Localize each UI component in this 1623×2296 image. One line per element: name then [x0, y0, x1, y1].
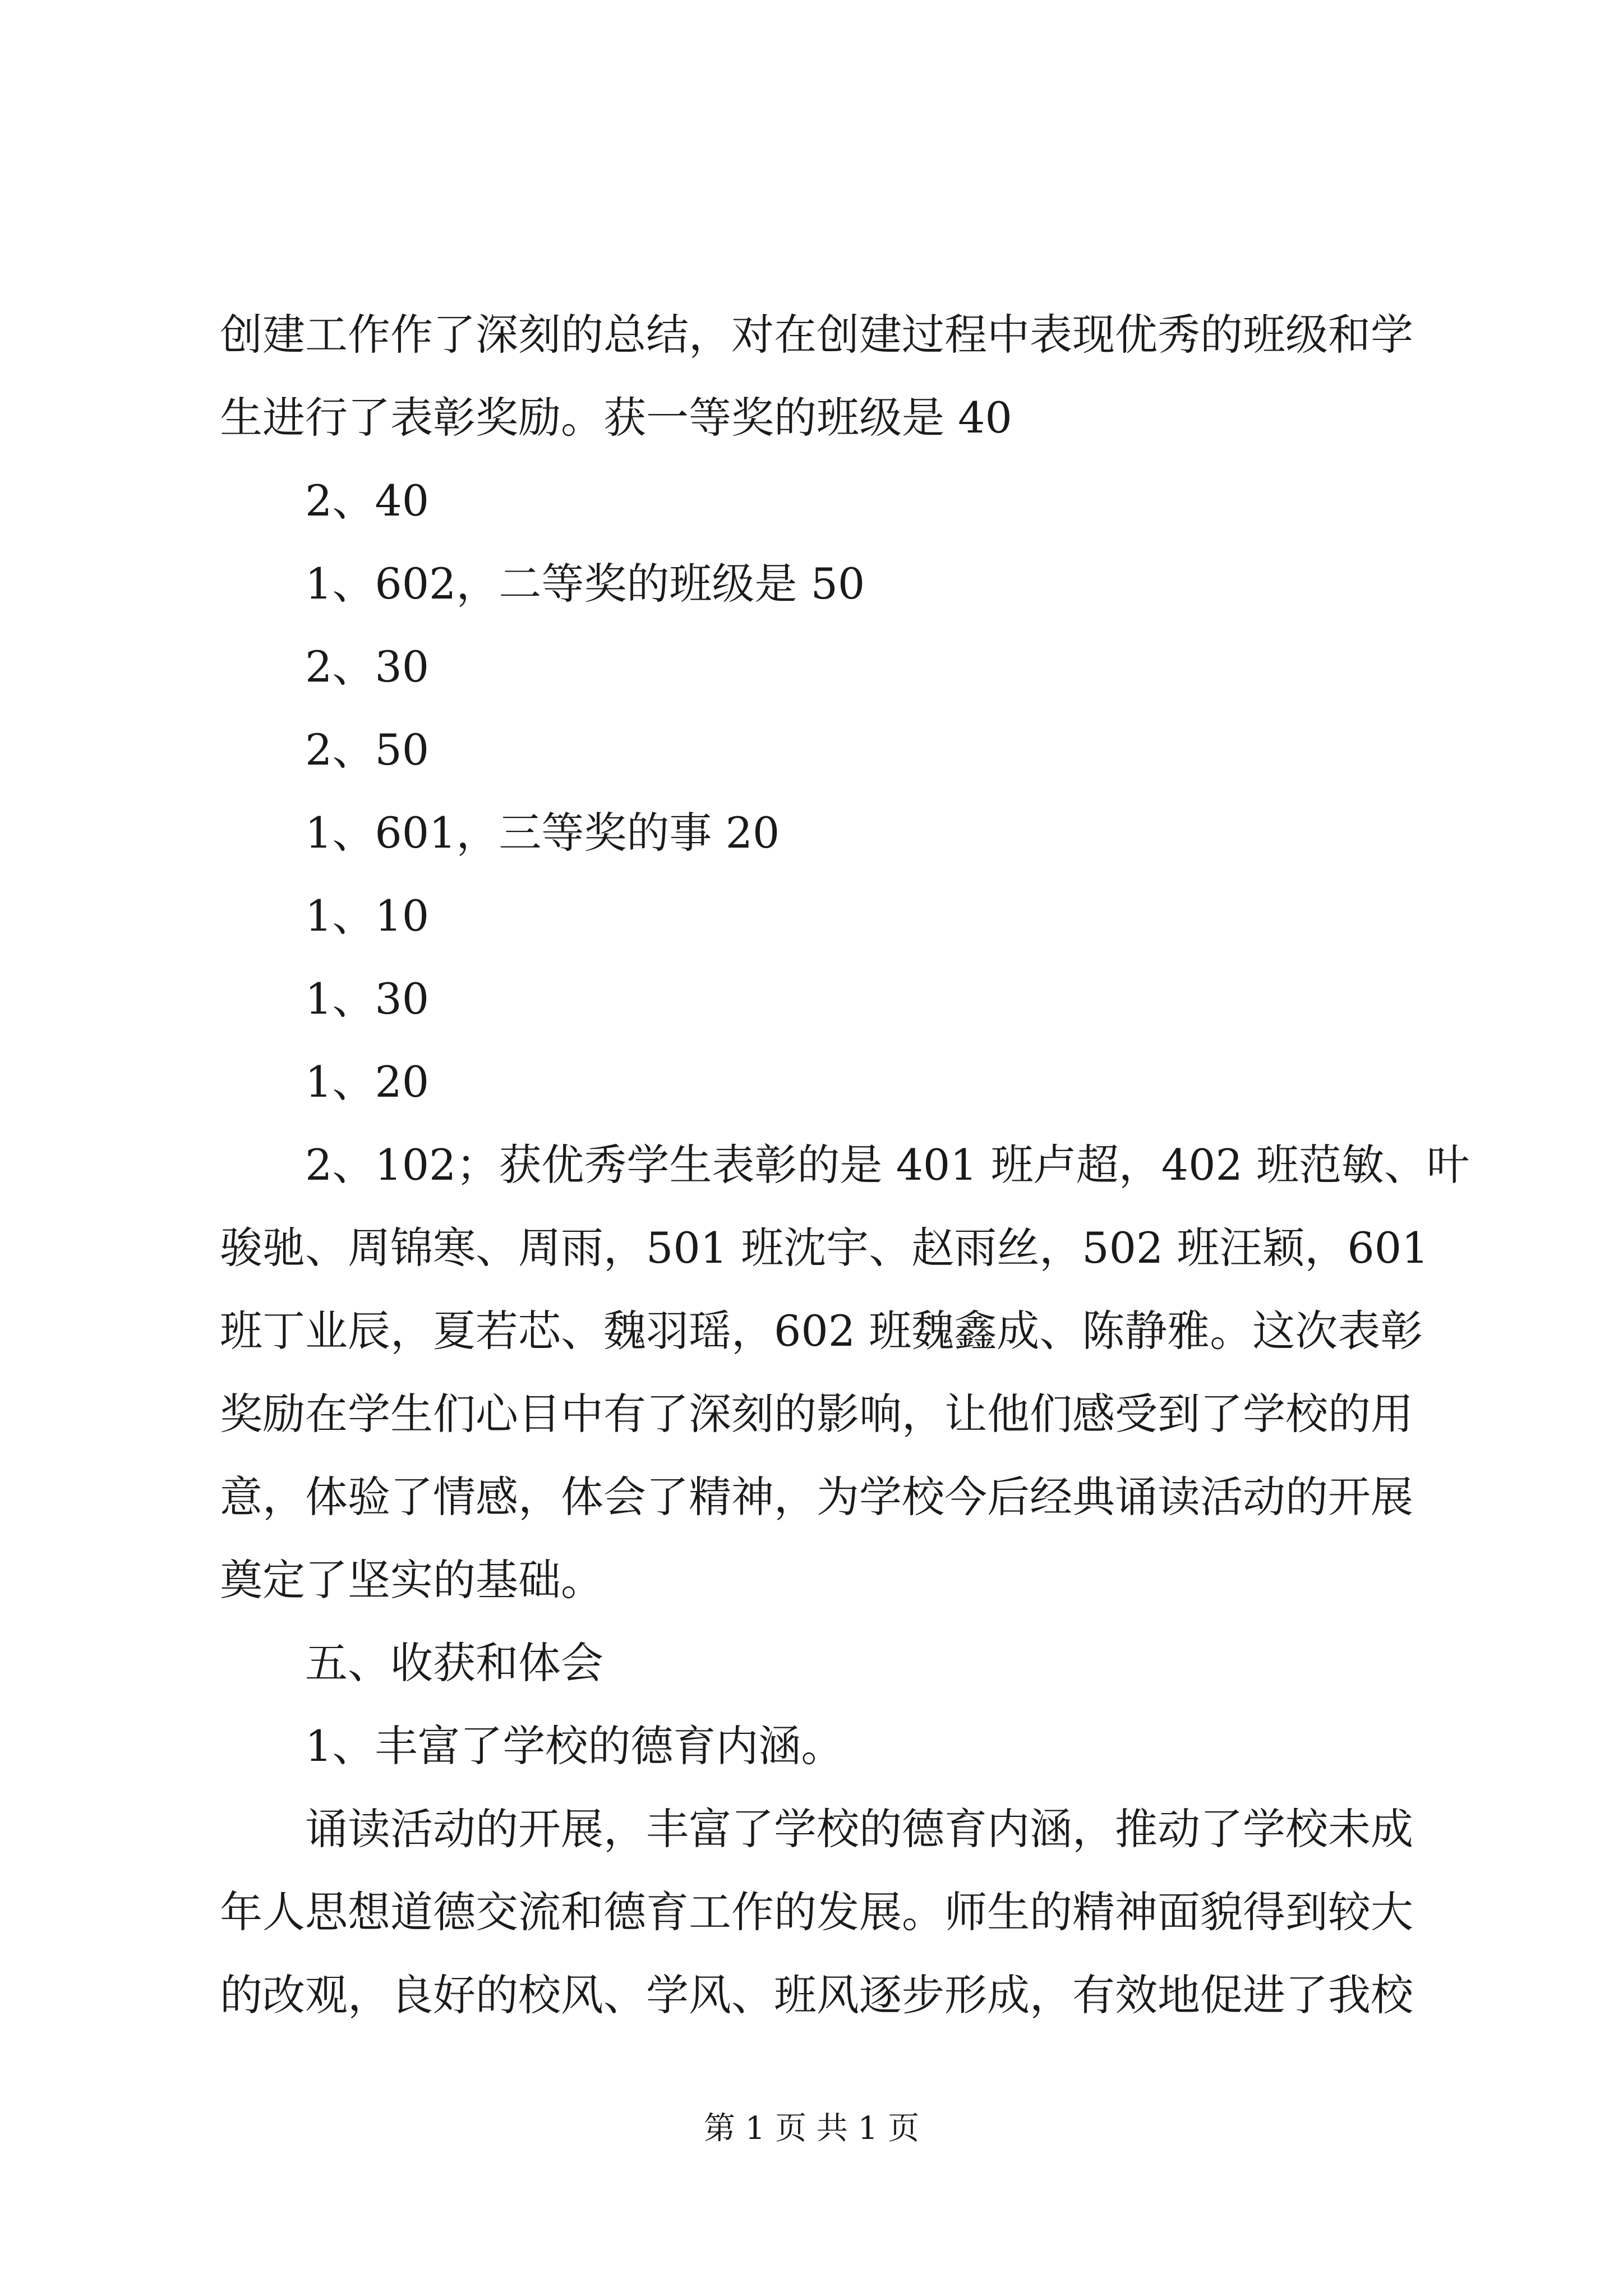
page-footer: 第 1 页 共 1 页: [703, 2110, 920, 2147]
text-line: 2、30: [305, 642, 430, 692]
paragraph: [220, 1705, 1409, 1788]
document-body: [220, 293, 1470, 2037]
paragraph: [220, 625, 1409, 708]
text-line: 1、10: [305, 891, 430, 941]
paragraph: [220, 1622, 1409, 1705]
paragraph: [220, 1788, 1413, 2037]
text-line: 诵读活动的开展，丰富了学校的德育内涵，推动了学校未成: [305, 1804, 1413, 1854]
text-line: 骏驰、周锦寒、周雨，501 班沈宇、赵雨丝，502 班汪颖，601: [220, 1223, 1429, 1273]
paragraph: [220, 708, 1409, 792]
text-line: 奖励在学生们心目中有了深刻的影响，让他们感受到了学校的用: [220, 1389, 1413, 1439]
text-line: 创建工作作了深刻的总结，对在创建过程中表现优秀的班级和学: [220, 310, 1413, 360]
paragraph: [220, 875, 1409, 958]
text-line: 奠定了坚实的基础。: [220, 1555, 603, 1605]
paragraph: [220, 1041, 1409, 1124]
paragraph: [220, 459, 1409, 542]
text-line: 意，体验了情感，体会了精神，为学校今后经典诵读活动的开展: [220, 1472, 1413, 1522]
text-line: 1、601，三等奖的事 20: [305, 808, 780, 858]
paragraph: [220, 792, 1409, 875]
text-line: 2、102；获优秀学生表彰的是 401 班卢超，402 班范敏、叶: [305, 1140, 1470, 1190]
text-line: 年人思想道德交流和德育工作的发展。师生的精神面貌得到较大: [220, 1887, 1413, 1937]
paragraph: [220, 542, 1409, 625]
text-line: 生进行了表彰奖励。获一等奖的班级是 40: [220, 393, 1012, 443]
text-line: 班丁业辰，夏若芯、魏羽瑶，602 班魏鑫成、陈静雅。这次表彰: [220, 1306, 1423, 1356]
paragraph: [220, 1124, 1470, 1622]
text-line: 1、30: [305, 974, 430, 1024]
paragraph: [220, 293, 1413, 459]
text-line: 2、40: [305, 476, 430, 526]
text-line: 1、丰富了学校的德育内涵。: [305, 1721, 844, 1771]
text-line: 1、602，二等奖的班级是 50: [305, 559, 865, 609]
text-line: 的改观，良好的校风、学风、班风逐步形成，有效地促进了我校: [220, 1970, 1413, 2020]
paragraph: [220, 958, 1409, 1041]
text-line: 五、收获和体会: [305, 1638, 603, 1688]
text-line: 2、50: [305, 725, 430, 775]
text-line: 1、20: [305, 1057, 430, 1107]
